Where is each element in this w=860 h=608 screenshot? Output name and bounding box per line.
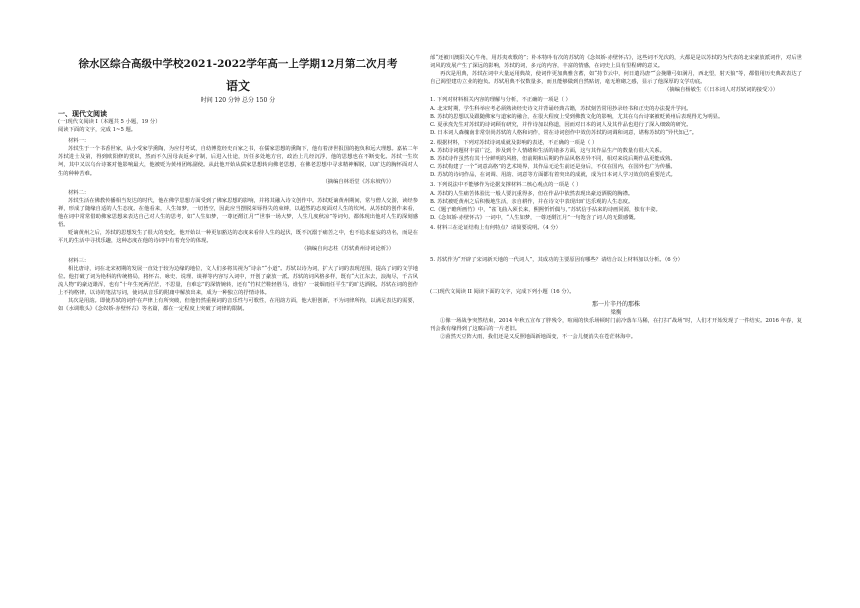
material-3-text: 相比唐诗，词在北宋初期的发展一直处于较为边缘的地位，文人们多将其视为“诗余”“小道”。苏轼以诗为词，扩大了词的表现范围，提高了词的文学地位。他打破了词为艳科的传统格局，将怀古、咏史、说理、谈禅等内容写入词中，开创了豪放一派。苏轼的词风格多样，既有“大江东去，浪淘尽，千古风流人物”的豪迈雄浑，也有“十年生死两茫茫，不思量，自难忘”的深情婉转，还有“竹杖芒鞋轻胜马，谁怕？一蓑烟雨任平生”的旷达洒脱。苏轼在词的创作上不拘格律，以诗的笔法写词，使词从音乐的附庸中解放出来，成为一种独立的抒情诗体。 [58,265,418,296]
material-1-source: （摘编自林语堂《苏东坡传》） [322,178,394,185]
question-3-option-a: A. 苏轼的人生痛苦体验比一般人要沉重得多，但在作品中依然表现出豪迈洒脱的胸襟。 [430,190,634,197]
question-4: 4. 材料三在论证结构上有何特点？请简要说明。（4 分） [430,224,561,231]
material-3-continued: 邰“还被川澳阳关心牛角，用苏夷欢歌的”；朴本特卟有次的苏轼的《念奴娇·赤壁怀古》，这些词不光次的，大都是是以苏轼的为代表的北宋豪放派词作，对后世词风的发展产生了深远的影响，苏轼的词，多元的内容，丰富的情感，在词史上具有里程碑的意义。 [430,55,802,70]
exam-meta: 时间 120 分钟 总分 150 分 [200,97,276,104]
passage-title: 那一片辛丹的那株 [591,301,640,309]
material-1-text: 苏轼生于一个书香世家，从小受家学熏陶，为应付考试，自幼博览经史百家之书，在儒家思想的熏陶下，他有着济世报国的抱负和远大理想。嘉祐二年苏轼进士及第，得到欧阳修的赏识，然而不久因母丧返乡守制，后进入仕途，历任多处地方官，政治上几经沉浮，他的思想也在不断变化。苏轼一生坎坷，其中又以乌台诗案对他影响最大，他被贬为黄州团练副使。从此他开始从儒家思想转向佛老思想，在佛老思想中寻求精神解脱，以旷达的胸怀面对人生的种种苦难。 [58,146,418,177]
answer-space-4 [430,232,802,254]
material-3-label: 材料三： [68,257,90,264]
question-2: 2. 根据材料，下列对苏轼诗词成就及影响的表述，不正确的一项是（ ） [430,139,598,146]
section-heading: 一、现代文阅读 [58,109,107,118]
question-1: 1. 下列对材料相关内容的理解与分析，不正确的一项是（ ） [430,97,571,104]
right-column [430,0,802,608]
subsection-2-heading: (二)现代文阅读 II 阅读下面的文字，完成下列小题（16 分）。 [430,289,575,296]
answer-space-5 [430,264,802,286]
material-2-text: 苏轼生活在佛教传播相当发达的时代，他在佛学思想方面受到了佛家思想的影响，并将其融入诗文创作中。苏轼贬谪黄州期间，常与僧人交游，读经参禅，形成了随缘自适的人生态度。在他看来，人生如梦，一切皆空，因此应当摆脱荣辱得失的束缚，以超然的态度面对人生的坎坷。从苏轼的创作来看，他在词中常常借助佛家思想来表达自己对人生的思考，如“人生如梦，一尊还酹江月”“世事一场大梦，人生几度秋凉”等词句，都体现出他对人生的深刻感悟。 [58,197,418,229]
question-1-option-b: B. 苏轼的思想以及跟随佛家与道家的融合，在很大程度上受到佛教文化的影响，尤其在乌台诗案被贬黄州后表现得尤为明显。 [430,113,724,120]
question-2-option-c: C. 苏轼构建了一个“词意高格”的艺术境界，其作品无论生前还是身后，不仅在国内，在国外也广为传播。 [430,164,676,171]
subject-title: 语文 [225,79,250,93]
material-2-source: （摘编自向志柱《苏轼黄州诗词论析》） [301,246,394,253]
material-2-text-extra: 贬谪黄州之后，苏轼的思想发生了很大的变化，他开始以一种更加豁达的态度来看待人生的起伏，既不沉溺于痛苦之中，也不追求虚妄的功名，而是在平凡的生活中寻找乐趣，这种态度在他的诗词中有着充分的体现。 [58,230,418,245]
reading-instruction: 阅读下面的文字，完成 1~5 题。 [58,127,137,134]
material-3-continued-2: 再次是用典，苏轼在词中大量运用典故，使词作更加典雅含蓄，如“持节云中，何日遣冯唐”“会挽雕弓如满月，西北望，射天狼”等，都借用历史典故表达了自己渴望建功立业的抱负。苏轼用典不仅数量多，而且能够做到自然贴切，毫无堆砌之感，显示了他深厚的文学功底。 [430,71,802,86]
material-2-label: 材料二： [68,189,90,196]
passage-paragraph-1: ①像一场战争突然结束，2014 年秋五宣布了胖残令，喧闹的快乐场顿时门前冷落车马稀，在打扫“战场”时，人们才开始发现了一件结实。2016 年春，复刊会我有缘得到了这腐后的一片老旧。 [430,318,802,333]
material-1-label: 材料一： [68,138,90,145]
question-3: 3. 下列说法中不能够作为论据支撑材料二核心观点的一项是（ ） [430,182,582,189]
question-3-option-c: C.《题子瞻所画竹》中，“雀飞曲入须长来，熙熙忻忻偶与，”苏轼信手拈来的诗画同源，独有丰姿。 [430,206,661,213]
exam-title: 徐水区综合高级中学校2021-2022学年高一上学期12月第二次月考 [78,58,398,70]
question-2-option-a: A. 苏轼诗词题材丰富广泛，涉及到个人情绪和生活的诸多方面，这与其作品生产的数量有很大关系。 [430,148,665,155]
question-2-option-d: D. 苏轼的诗词作品，在词调、用韵、词意等方面都有着突出的成就，成为日本词人学习效仿的重要范式。 [430,172,676,179]
question-3-option-d: D.《念奴娇·赤壁怀古》一词中，“人生如梦，一尊还酹江月”一句饱含了词人的无限感慨。 [430,214,639,221]
passage-paragraph-2: ②茵然天豆阵大雨，我们还是又反照地面新地面变，不一会儿便消失在苍茫林海中。 [440,334,636,341]
question-1-option-d: D. 日本词人森槐南非常崇尚苏轼的人格和词作，常在诗词创作中效仿苏轼的词调和词意，堪称苏轼的“异代知己”。 [430,129,698,136]
question-5: 5. 苏轼作为“开辟了宋词新天地的一代词人”，其成功的主要原因有哪些？请结合以上材料加以分析。（6 分） [430,256,683,263]
question-1-option-c: C. 夏承焘先生对苏轼的诗词顾有研究，并作诗加以称道，因而对日本的词人及其作品也进行了深入细致的研究。 [430,121,692,128]
material-3-text-extra: 其次是用韵。即使苏轼的词作在声律上有所突破，但他仍然重视词的音乐性与可歌性，在用韵方面，他大胆创新，不为词律所拘，以满足表达的需要，如《水调歌头》《念奴娇·赤壁怀古》等名篇，都在一定程度上突破了词律的限制。 [58,297,418,313]
passage-author: 梁衡 [610,310,622,317]
question-1-option-a: A. 北宋时期，学生科举应考必须熟读经史诗文并背诵经典古籍，苏轼刻苦常用抄录经书和正史的办法提升学问。 [430,105,692,112]
question-3-option-b: B. 苏轼被贬黄州之后积极地生活，亲自耕作，并在诗文中表现出旷达乐观的人生态度。 [430,198,634,205]
left-column [58,0,418,608]
question-2-option-b: B. 苏轼诗作虽然有其十分鲜明的风格，但前期和后期的作品风格差异不同，相对来说后期作品更能成熟。 [430,156,676,163]
subsection-heading: (一)现代文阅读 I（本题共 5 小题，19 分） [58,119,161,125]
material-3-source: （摘编自杨敏生《〈日本词人对苏轼词的接受〉》） [664,87,778,94]
